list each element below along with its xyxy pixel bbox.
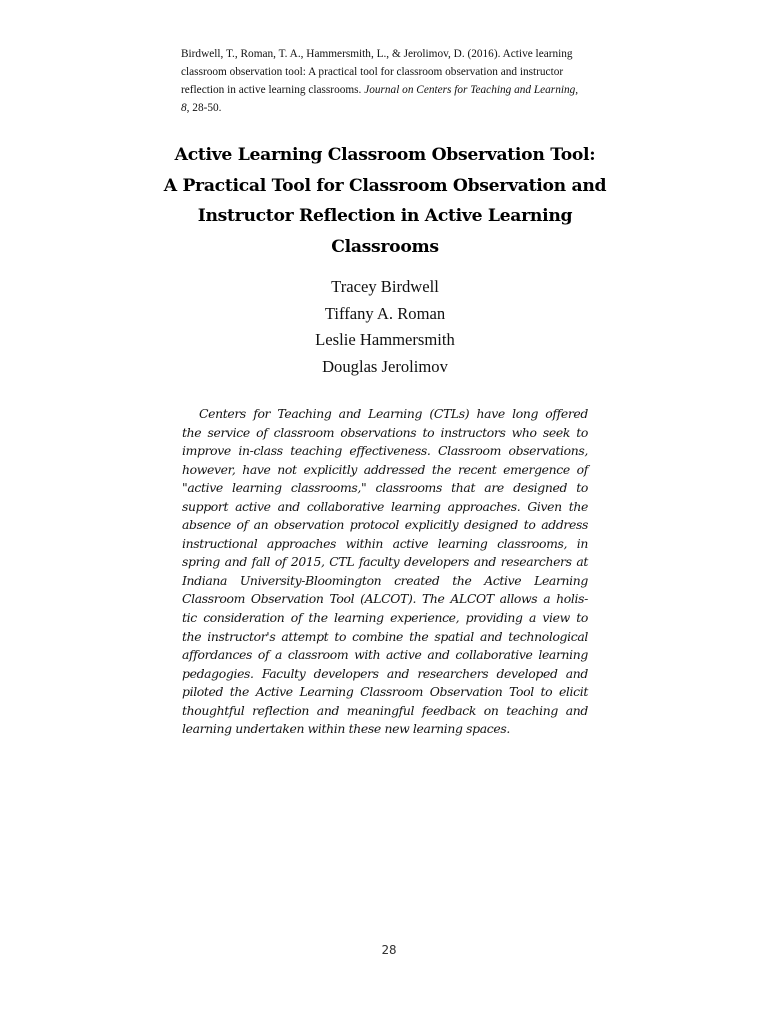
abstract-line: learning undertaken within these new learning spaces.: [182, 721, 510, 737]
citation-line: Birdwell, T., Roman, T. A., Hammersmith, L., & Jerolimov, D. (2016). Active learning: [181, 48, 573, 60]
abstract-line: piloted the Active Learning Classroom Observation Tool to elicit: [182, 684, 588, 700]
title-line: Active Learning Classroom Observation Tool:: [174, 145, 596, 165]
title-line: Classrooms: [331, 236, 439, 257]
abstract-line: thoughtful reflection and meaningful feedback on teaching and: [182, 702, 588, 718]
abstract-line: instructional approaches within active learning classrooms, in: [182, 535, 588, 551]
citation-line: [181, 99, 611, 117]
abstract-line: affordances of a classroom with active and collaborative learning: [182, 647, 588, 663]
abstract-line: absence of an observation protocol explicitly designed to address: [182, 517, 588, 533]
abstract-line: the service of classroom observations to instructors who seek to: [182, 424, 588, 440]
author-name: Tiffany A. Roman: [324, 303, 446, 323]
journal-name: Journal on Centers for Teaching and Learning,: [364, 84, 579, 96]
citation-text: reflection in active learning classrooms.: [181, 84, 365, 96]
citation-block: [181, 45, 611, 117]
abstract-line: "active learning classrooms," classrooms that are designed to: [182, 480, 588, 496]
journal-volume: 8: [181, 102, 187, 114]
abstract-line: however, have not explicitly addressed the recent emergence of: [182, 461, 588, 477]
abstract-line: pedagogies. Faculty developers and researchers developed and: [182, 665, 588, 681]
journal-pages: , 28-50.: [186, 102, 222, 114]
abstract-line: Classroom Observation Tool (ALCOT). The ALCOT allows a holis-: [182, 591, 588, 607]
author-name: Leslie Hammersmith: [315, 330, 455, 349]
title-line: Instructor Reflection in Active Learning: [197, 206, 573, 226]
author-name: Tracey Birdwell: [331, 277, 439, 296]
page-number: 28: [381, 942, 397, 957]
citation-line: [181, 81, 611, 99]
abstract-line: tic consideration of the learning experience, providing a view to: [182, 610, 588, 626]
abstract-line: spring and fall of 2015, CTL faculty developers and researchers at: [182, 554, 588, 570]
abstract-line: support active and collaborative learning approaches. Given the: [182, 498, 588, 514]
abstract-line: improve in-class teaching effectiveness. Classroom observations,: [182, 443, 588, 459]
abstract-line: Centers for Teaching and Learning (CTLs) have long offered: [199, 406, 588, 421]
title-line: A Practical Tool for Classroom Observation and: [163, 175, 607, 196]
paper-title: [160, 140, 610, 262]
author-list: [185, 274, 585, 380]
author-name: Douglas Jerolimov: [322, 356, 448, 376]
citation-line: classroom observation tool: A practical tool for classroom observation and instructor: [181, 66, 564, 78]
abstract-line: Indiana University-Bloomington created the Active Learning: [182, 572, 588, 588]
abstract-line: the instructor's attempt to combine the spatial and technological: [182, 628, 588, 644]
abstract: [182, 405, 588, 739]
